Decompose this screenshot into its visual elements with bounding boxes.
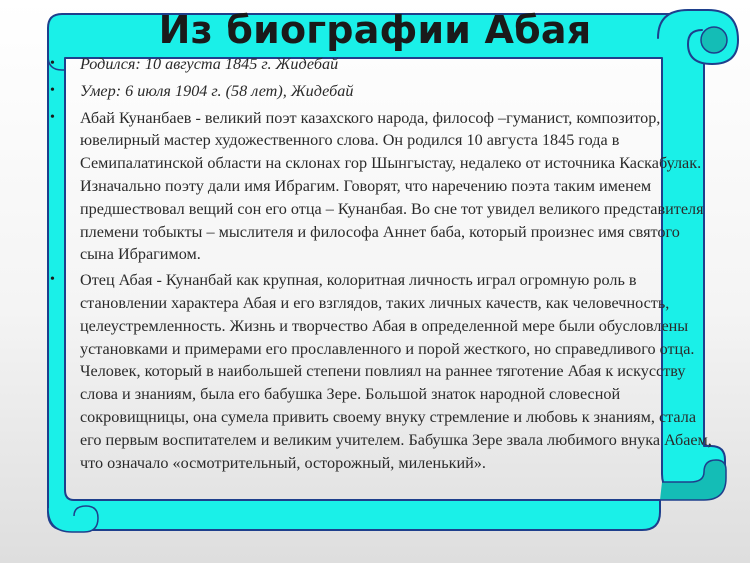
slide-title: Из биографии Абая [158, 8, 592, 52]
bullet-list [50, 53, 715, 477]
bullet-item-biography [50, 107, 715, 267]
bullet-marker: • [50, 272, 55, 288]
bullet-item-birth [50, 53, 715, 76]
bullet-item-father [50, 269, 715, 474]
bullet-text: Абай Кунанбаев - великий поэт казахского народа, философ –гуманист, композитор, ювелирный мастер художественного слова. Он родился 10 августа 1845 года в Семипалатинской области на склонах гор Шынгыстау, недалеко от источника Каскабулак. Изначально поэту дали имя Ибрагим. Говорят, что наречению поэта таким именем предшествовал вещий сон его отца – Кунанбая. Во сне тот увидел великого представителя племени тобыкты – мыслителя и философа Аннет баба, который произнес имя святого сына Ибрагимом. [80, 108, 704, 264]
bullet-item-death [50, 80, 715, 103]
bullet-text: Родился: 10 августа 1845 г. Жидебай [80, 55, 339, 73]
bullet-marker: • [50, 82, 55, 98]
bullet-marker: • [50, 56, 55, 71]
bullet-marker: • [50, 109, 55, 125]
bullet-text: Отец Абая - Кунанбай как крупная, колоритная личность играл огромную роль в становлении характера Абая и его взглядов, таких личных качеств, как человечность, целеустремленность. Жизнь и творчество Абая в определенной мере были обусловлены установками и примерами его прославленного и порой жесткого, но справедливого отца. Человек, который в наибольшей степени повлиял на раннее тяготение Абая к искусству слова и знаниям, была его бабушка Зере. Большой знаток народной словесной сокровищницы, она сумела привить своему внуку стремление и любовь к знаниям, стала его первым воспитателем и великим учителем. Бабушка Зере звала любимого внука Абаем, что означало «осмотрительный, осторожный, миленький». [80, 271, 712, 472]
bullet-text: Умер: 6 июля 1904 г. (58 лет), Жидебай [80, 81, 354, 100]
